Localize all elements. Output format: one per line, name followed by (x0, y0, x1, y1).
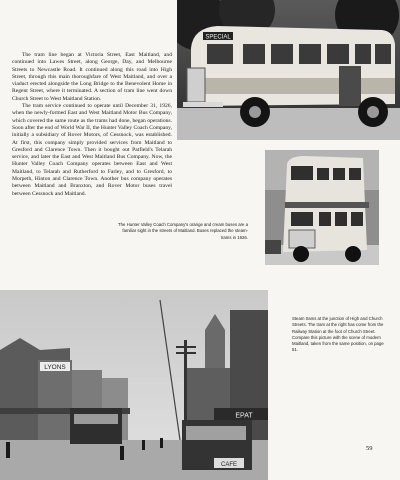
double-decker-photo (265, 150, 379, 265)
shop-sign-left: LYONS (44, 364, 66, 371)
destination-sign: SPECIAL (205, 34, 231, 41)
cafe-sign: CAFE (220, 462, 238, 468)
bus-caption: The Hunter Valley Coach Company's orange and cream buses are a familiar sight in the streets of Maitland. Buses replaced the steam-trams in 1926. (118, 222, 248, 240)
street-photo (0, 290, 268, 480)
body-text (12, 52, 172, 198)
bus-photo (177, 0, 400, 140)
body-paragraph: The tram line began at Victoria Street, East Maitland, and continued into Lawes Street, along George, Day, and Melbourne Streets to Newcastle Road. It continued along this road into High Street, through this main thoroughfare of West Maitland, and over a viaduct erected alongside the Long Bridge to the Benevolent Home in Regent Street, where it terminated. A section of tram line went down Church Street to West Maitland Station. (12, 52, 172, 102)
page-number: 59 (366, 445, 373, 452)
street-caption: Steam trams at the junction of High and Church Streets. The tram at the right has come from the Railway Station at the foot of Church Street. Compare this picture with the scene of modern Maitland, taken from the same position, on page 51. (292, 316, 384, 353)
bus-illustration (177, 0, 400, 140)
street-illustration (0, 290, 268, 480)
double-decker-illustration (265, 150, 379, 265)
body-paragraph: The tram service continued to operate until December 31, 1926, when the newly-formed East and West Maitland Motor Bus Company, which covered the same route as the trams had done, began operations. Soon after the end of World War II, the Hunter Valley Coach Company, initially a subsidiary of Rover Motors, of Cessnock, was established. At first, this company simply provided services from Maitland to Gresford and Clarence Town. Then it bought out Patfield's Telarah service, and later the East and West Maitland Bus Company. Now, the Hunter Valley Coach Company operates between East and West Maitland, to Telarah and Rutherford to Farley, and to Gresford, to Morpeth, Hinton and Clarence Town. Another bus company operates between Maitland and Branxton, and Rover Motor buses travel between Cessnock and Maitland. (12, 103, 172, 197)
shop-sign-right: EPAT (235, 412, 253, 420)
